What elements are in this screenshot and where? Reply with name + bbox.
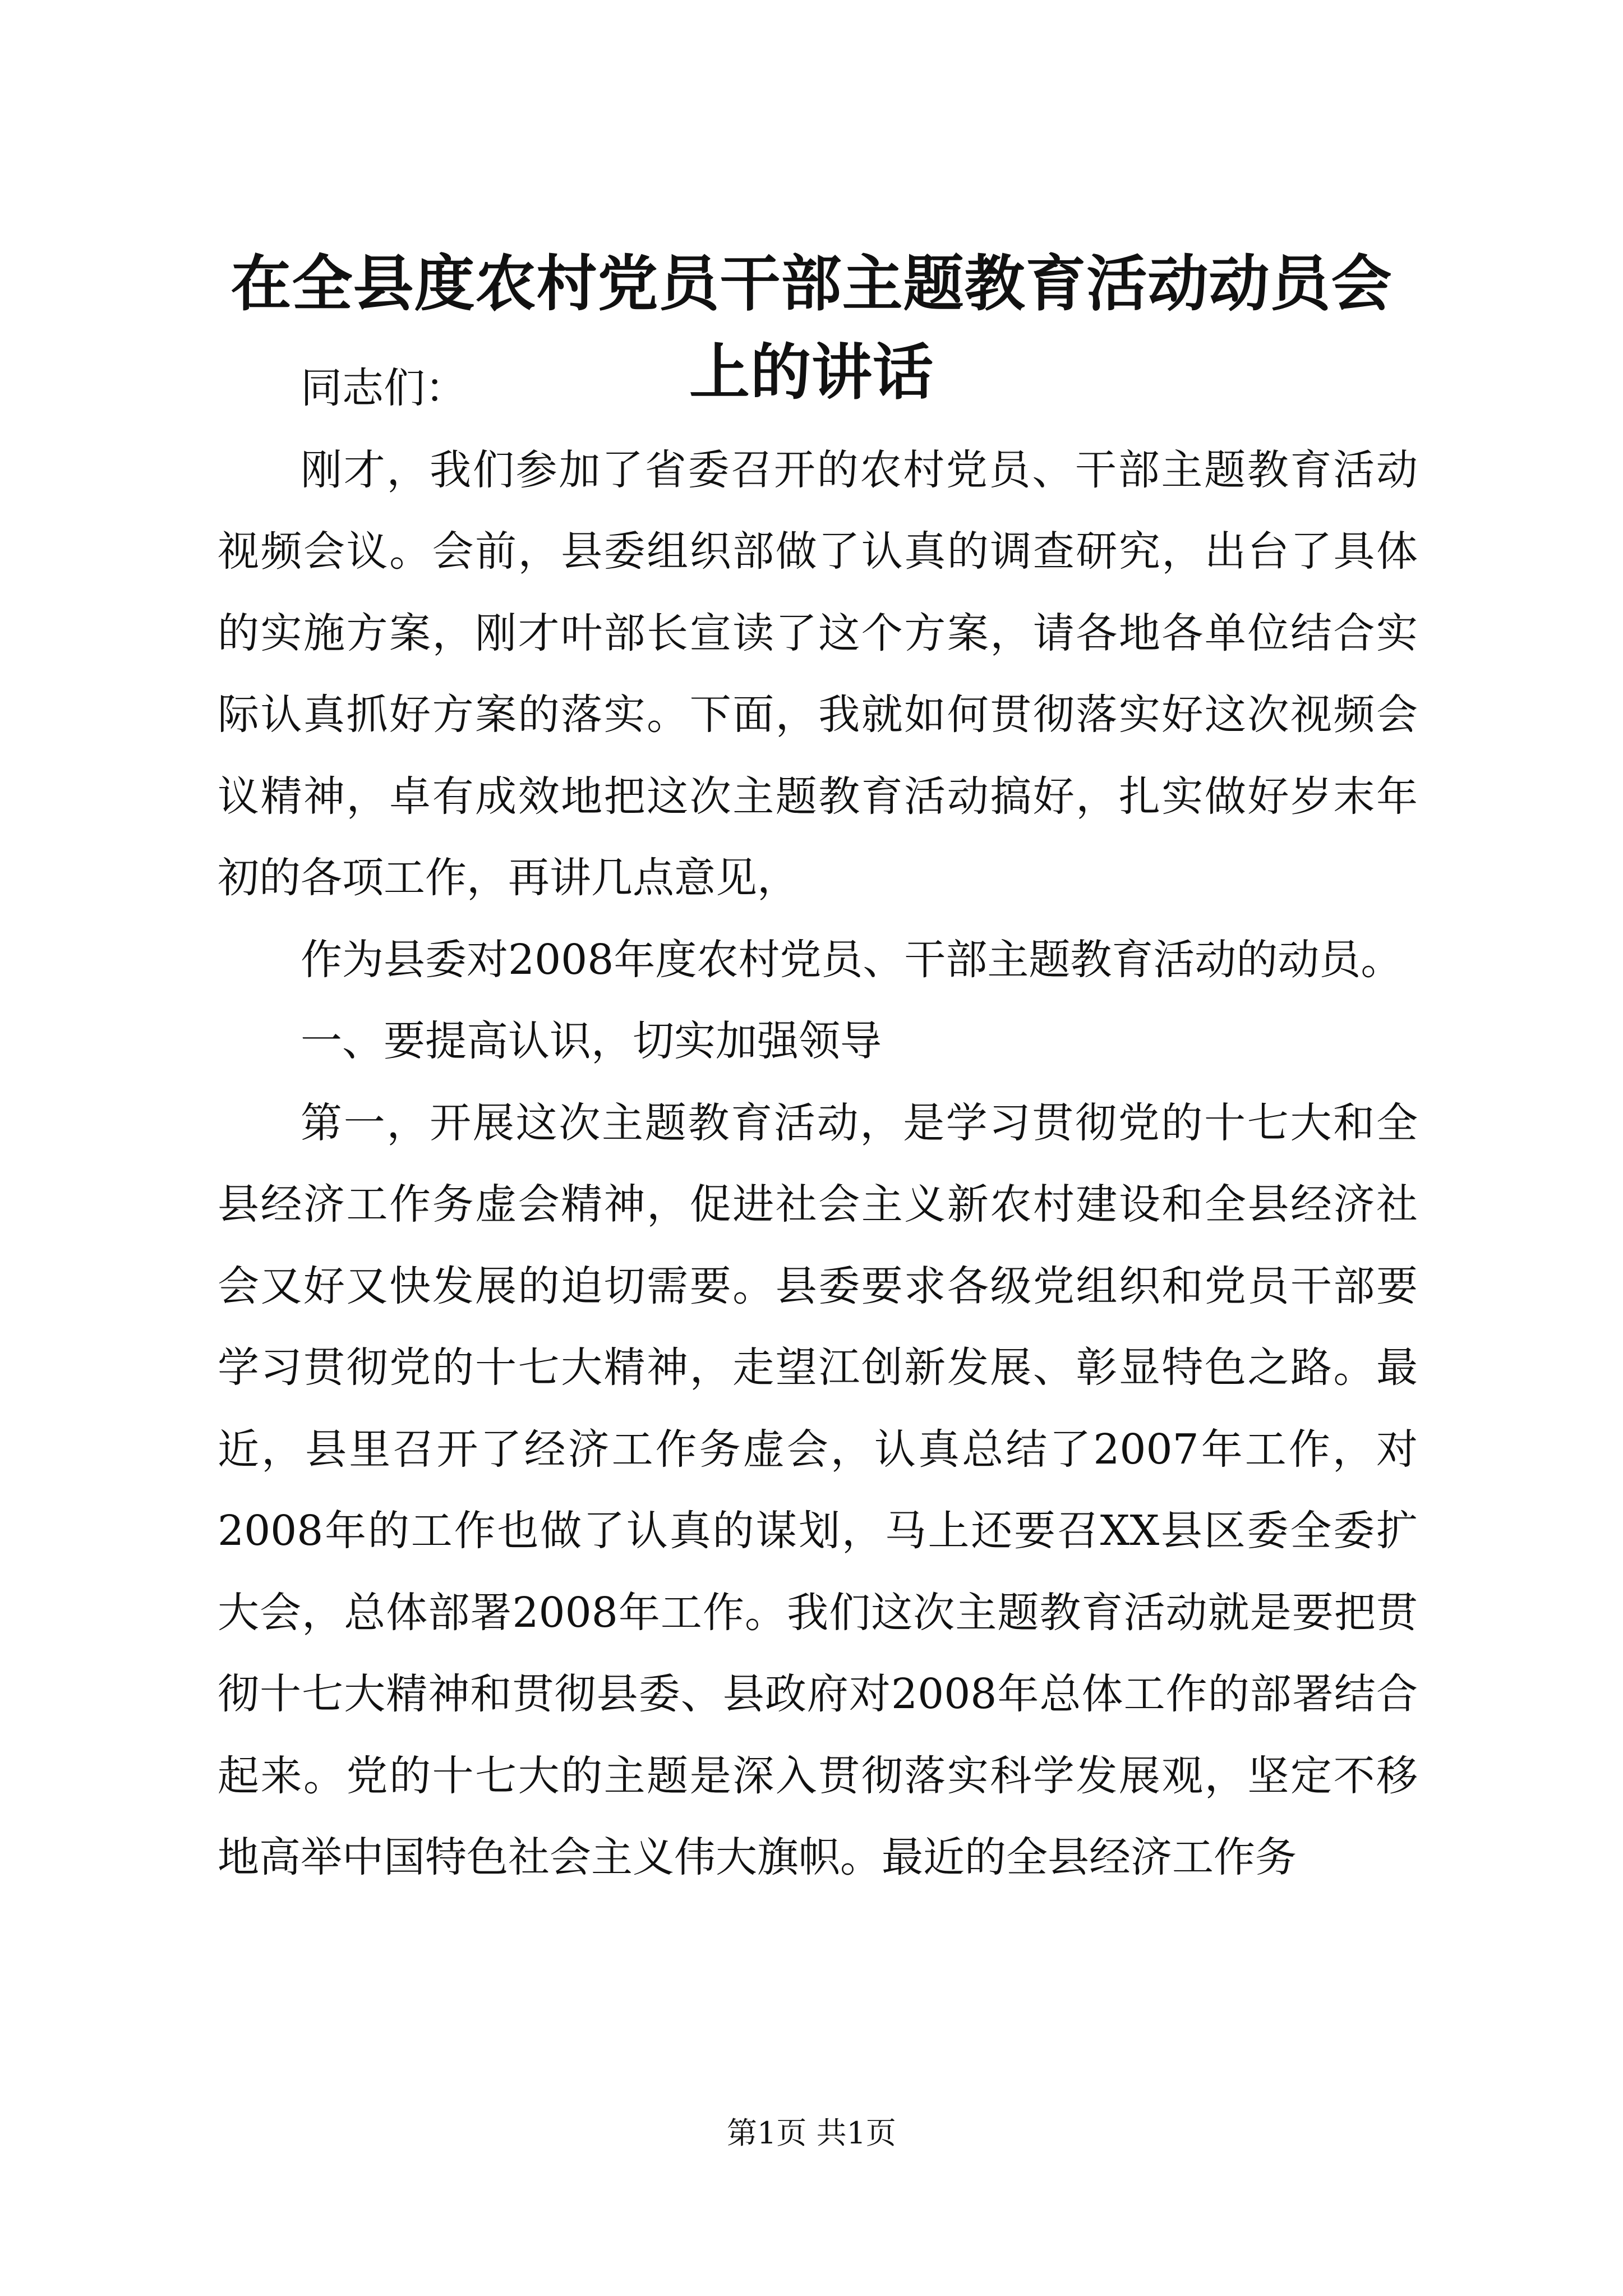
- document-title: 在全县度农村党员干部主题教育活动动员会上的讲话: [230, 249, 1393, 408]
- first-point-paragraph: 第一，开展这次主题教育活动，是学习贯彻党的十七大和全县经济工作务虚会精神，促进社会主义新农村建设和全县经济社会又好又快发展的迫切需要。县委要求各级党组织和党员干部要学习贯彻党的十七大精神，走望江创新发展、彰显特色之路。最近，县里召开了经济工作务虚会，认真总结了2007年工作，对2008年的工作也做了认真的谋划，马上还要召XX县区委全委扩大会，总体部署2008年工作。我们这次主题教育活动就是要把贯彻十七大精神和贯彻县委、县政府对2008年总体工作的部署结合起来。党的十七大的主题是深入贯彻落实科学发展观，坚定不移地高举中国特色社会主义伟大旗帜。最近的全县经济工作务: [218, 1098, 1418, 1881]
- intro-paragraph: 刚才，我们参加了省委召开的农村党员、干部主题教育活动视频会议。会前，县委组织部做了认真的调查研究，出台了具体的实施方案，刚才叶部长宣读了这个方案，请各地各单位结合实际认真抓好方案的落实。下面，我就如何贯彻落实好这次视频会议精神，卓有成效地把这次主题教育活动搞好，扎实做好岁末年初的各项工作，再讲几点意见，: [218, 445, 1418, 902]
- salutation-paragraph: 同志们：: [301, 364, 467, 412]
- page-footer: 第1页 共1页: [727, 2115, 896, 2151]
- purpose-paragraph: 作为县委对2008年度农村党员、干部主题教育活动的动员。: [301, 935, 1403, 984]
- section-heading: 一、要提高认识，切实加强领导: [301, 1017, 882, 1065]
- document-body: [218, 348, 1418, 1899]
